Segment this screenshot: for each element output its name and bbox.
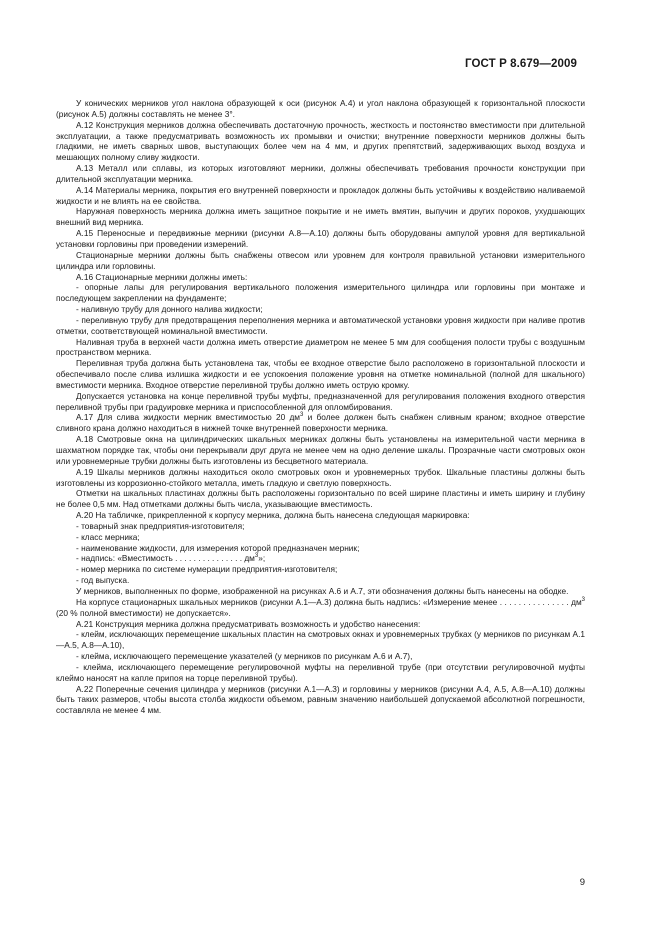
paragraph-a15-stationary: Стационарные мерники должны быть снабжены отвесом или уровнем для контроля правильной установки измерительного цилиндра или горловины.: [56, 249, 585, 271]
paragraph-body-inscription: [56, 597, 585, 619]
paragraph-a19: А.19 Шкалы мерников должны находиться около смотровых окон и уровнемерных трубок. Шкальные пластины должны быть изготовлены из коррозионно-стойкого металла, иметь гладкую и светлую поверхность.: [56, 466, 585, 488]
page-number: 9: [579, 877, 585, 888]
list-item: - наливную трубу для донного налива жидкости;: [76, 304, 263, 315]
superscript-cubic: 3: [581, 597, 585, 604]
list-item-text: - надпись: «Вместимость . . . . . . . . . . . . . . . дм: [76, 553, 255, 564]
paragraph-a17-text: А.17 Для слива жидкости мерник вместимостью 20 дм: [76, 412, 300, 423]
paragraph-rim-marking: У мерников, выполненных по форме, изображенной на рисунках А.6 и А.7, эти обозначения должны быть нанесены на ободке.: [76, 585, 569, 596]
paragraph-inscription-text: На корпусе стационарных шкальных мерников (рисунки А.1—А.3) должна быть надпись: «Измерение менее . . . . . . . . . . . . . . . дм: [76, 596, 582, 607]
superscript-cubic: 3: [254, 553, 259, 560]
list-item: [56, 553, 585, 564]
list-item: - год выпуска.: [76, 575, 130, 586]
standard-header: ГОСТ Р 8.679—2009: [465, 58, 577, 70]
list-item: - клейма, исключающего перемещение регулировочной муфты на переливной трубе (при отсутствии регулировочной муфты клеймо наносят на капле припоя на торце переливной трубы).: [56, 661, 585, 683]
paragraph-a19-marks: Отметки на шкальных пластинах должны быть расположены горизонтально по всей ширине пластины и иметь ширину и глубину не более 0,5 мм. Над отметками должны быть числа, указывающие вместимость.: [56, 488, 585, 510]
paragraph-a17: [56, 412, 585, 434]
paragraph-a14-surface: Наружная поверхность мерника должна иметь защитное покрытие и не иметь вмятин, выпучин и других пороков, ухудшающих внешний вид мерника.: [56, 206, 585, 228]
paragraph-a12: А.12 Конструкция мерников должна обеспечивать достаточную прочность, жесткость и постоянство вместимости при длительной эксплуатации, а также предусматривать возможность их промывки и очистки; внутренние поверхности мерников должны быть гладкими, не иметь сварных швов, выступающих более чем на 4 мм, и других препятствий, задерживающих выход воздуха и мешающих полному сливу жидкости.: [56, 119, 585, 163]
paragraph-inscription-text-cont: (20 % полной вместимости) не допускается».: [56, 607, 231, 618]
list-item: - переливную трубу для предотвращения переполнения мерника и автоматической установки уровня жидкости при наливе против отметки, соответствующей номинальной вместимости.: [56, 314, 585, 336]
list-item: - клейма, исключающего перемещение указателей (у мерников по рисункам А.6 и А.7),: [76, 651, 413, 662]
list-item: - номер мерника по системе нумерации предприятия-изготовителя;: [76, 564, 338, 575]
paragraph-a21: А.21 Конструкция мерника должна предусматривать возможность и удобство нанесения:: [76, 618, 421, 629]
paragraph-a11-cont: У конических мерников угол наклона образующей к оси (рисунок А.4) и угол наклона образующей к горизонтальной плоскости (рисунок А.5) должны составлять не менее 3°.: [56, 98, 585, 119]
paragraph-a15: А.15 Переносные и передвижные мерники (рисунки А.8—А.10) должны быть оборудованы ампулой уровня для вертикальной установки горловины при проведении измерений.: [56, 228, 585, 249]
list-item-text-cont: »;: [258, 553, 266, 564]
superscript-cubic: 3: [300, 412, 304, 419]
list-item: - опорные лапы для регулирования вертикального положения измерительного цилиндра или горловины при монтаже и последующем закреплении на фундаменте;: [56, 282, 585, 304]
document-body: [56, 98, 585, 716]
paragraph-a17-text-cont: и более должен быть снабжен сливным краном; входное отверстие сливного крана должно находиться в нижней точке внутренней поверхности мерника.: [56, 412, 585, 434]
list-item: - клейм, исключающих перемещение шкальных пластин на смотровых окнах и уровнемерных трубках (у мерников по рисункам А.1—А.5, А.8—А.10),: [56, 629, 585, 651]
paragraph-a18: А.18 Смотровые окна на цилиндрических шкальных мерниках должны быть установлены на измерительной части мерника в шахматном порядке так, чтобы они перекрывали друг друга не менее чем на одно деление шкалы. Прозрачные части смотровых окон или уровнемерные трубки должны быть изготовлены из бесцветного материала.: [56, 434, 585, 466]
paragraph-a13: А.13 Металл или сплавы, из которых изготовляют мерники, должны обеспечивать требования прочности конструкции при длительной эксплуатации мерника.: [56, 163, 585, 184]
paragraph-overflow-pipe: Переливная труба должна быть установлена так, чтобы ее входное отверстие было расположено в горизонтальной плоскости и обеспечивало после слива излишка жидкости и ее успокоения положение уровня на отметке номинальной (полной для шкального) вместимости мерника. Входное отверстие переливной трубы должно иметь острую кромку.: [56, 358, 585, 390]
list-item: - наименование жидкости, для измерения которой предназначен мерник;: [76, 542, 360, 553]
paragraph-a16: А.16 Стационарные мерники должны иметь:: [76, 271, 248, 282]
paragraph-a22: А.22 Поперечные сечения цилиндра у мерников (рисунки А.1—А.3) и горловины у мерников (рисунки А.4, А.5, А.8—А.10) должны быть таких размеров, чтобы высота столба жидкости объемом, равным значению наибольшей допускаемой абсолютной погрешности, составляла не менее 4 мм.: [56, 683, 585, 716]
paragraph-fill-pipe: Наливная труба в верхней части должна иметь отверстие диаметром не менее 5 мм для сообщения полости трубы с воздушным пространством мерника.: [56, 336, 585, 358]
paragraph-a14: А.14 Материалы мерника, покрытия его внутренней поверхности и прокладок должны быть устойчивы к воздействию наливаемой жидкости и не влиять на ее свойства.: [56, 184, 585, 206]
list-item: - товарный знак предприятия-изготовителя;: [76, 520, 245, 531]
paragraph-coupling: Допускается установка на конце переливной трубы муфты, предназначенной для регулирования положения входного отверстия переливной трубы при градуировке мерника и приспособленной для опломбирования.: [56, 390, 585, 412]
list-item: - класс мерника;: [76, 531, 140, 542]
paragraph-a20: А.20 На табличке, прикрепленной к корпусу мерника, должна быть нанесена следующая маркировка:: [76, 510, 470, 521]
